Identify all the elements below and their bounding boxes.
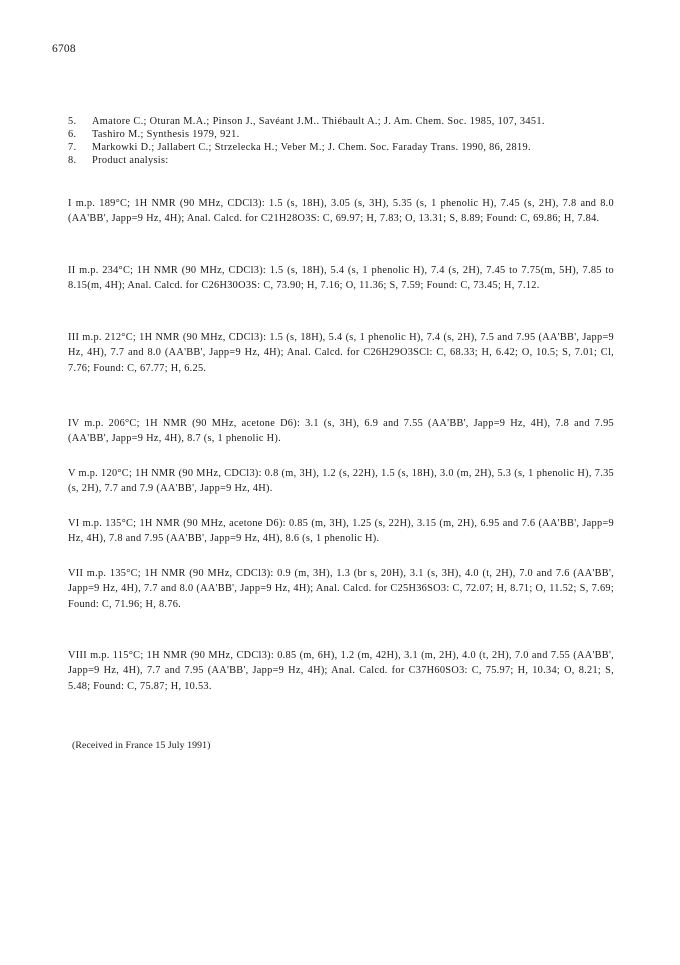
- product-analysis-v: V m.p. 120°C; 1H NMR (90 MHz, CDCl3): 0.8 (m, 3H), 1.2 (s, 22H), 1.5 (s, 18H), 3.0 (m, 2H), 5.3 (s, 1 phenolic H), 7.35 (s, 2H), 7.7 and 7.9 (AA'BB', Japp=9 Hz, 4H).: [68, 468, 614, 495]
- received-date: (Received in France 15 July 1991): [72, 740, 211, 751]
- reference-list: [68, 115, 608, 167]
- reference-item: [68, 154, 608, 167]
- reference-text: Product analysis:: [92, 155, 169, 166]
- reference-number: 7.: [68, 142, 77, 153]
- reference-number: 8.: [68, 155, 77, 166]
- product-analysis-i: I m.p. 189°C; 1H NMR (90 MHz, CDCl3): 1.5 (s, 18H), 3.05 (s, 3H), 5.35 (s, 1 phenolic H), 7.45 (s, 2H), 7.8 and 8.0 (AA'BB', Japp=9 Hz, 4H); Anal. Calcd. for C21H28O3S: C, 69.97; H, 7.83; O, 13.31; S, 8.89; Found: C, 69.86; H, 7.84.: [68, 198, 614, 225]
- reference-item: [68, 115, 608, 128]
- product-analysis-iv: IV m.p. 206°C; 1H NMR (90 MHz, acetone D6): 3.1 (s, 3H), 6.9 and 7.55 (AA'BB', Japp=9 Hz, 4H), 7.8 and 7.95 (AA'BB', Japp=9 Hz, 4H), 8.7 (s, 1 phenolic H).: [68, 418, 614, 445]
- product-analysis-vii: VII m.p. 135°C; 1H NMR (90 MHz, CDCl3): 0.9 (m, 3H), 1.3 (br s, 20H), 3.1 (s, 3H), 4.0 (t, 2H), 7.0 and 7.6 (AA'BB', Japp=9 Hz, 4H), 7.7 and 8.0 (AA'BB', Japp=9 Hz, 4H); Anal. Calcd. for C25H36SO3: C, 72.07; H, 8.71; O, 11.52; S, 7.69; Found: C, 71.96; H, 8.76.: [68, 568, 614, 610]
- reference-text: Tashiro M.; Synthesis 1979, 921.: [92, 129, 240, 140]
- reference-text: Markowki D.; Jallabert C.; Strzelecka H.; Veber M.; J. Chem. Soc. Faraday Trans. 1990, 86, 2819.: [92, 142, 531, 153]
- reference-number: 6.: [68, 129, 77, 140]
- product-analysis-viii: VIII m.p. 115°C; 1H NMR (90 MHz, CDCl3): 0.85 (m, 6H), 1.2 (m, 42H), 3.1 (m, 2H), 4.0 (t, 2H), 7.0 and 7.55 (AA'BB', Japp=9 Hz, 4H), 7.7 and 7.95 (AA'BB', Japp=9 Hz, 4H); Anal. Calcd. for C37H60SO3: C, 75.97; H, 10.34; O, 8.21; S, 5.48; Found: C, 75.87; H, 10.53.: [68, 650, 614, 692]
- reference-text: Amatore C.; Oturan M.A.; Pinson J., Savéant J.M.. Thiébault A.; J. Am. Chem. Soc. 1985, 107, 3451.: [92, 116, 545, 127]
- product-analysis-vi: VI m.p. 135°C; 1H NMR (90 MHz, acetone D6): 0.85 (m, 3H), 1.25 (s, 22H), 3.15 (m, 2H), 6.95 and 7.6 (AA'BB', Japp=9 Hz, 4H), 7.8 and 7.95 (AA'BB', Japp=9 Hz, 4H), 8.6 (s, 1 phenolic H).: [68, 518, 614, 545]
- page-number: 6708: [52, 43, 76, 55]
- reference-item: [68, 128, 608, 141]
- product-analysis-iii: III m.p. 212°C; 1H NMR (90 MHz, CDCl3): 1.5 (s, 18H), 5.4 (s, 1 phenolic H), 7.4 (s, 2H), 7.5 and 7.95 (AA'BB', Japp=9 Hz, 4H), 7.7 and 8.0 (AA'BB', Japp=9 Hz, 4H); Anal. Calcd. for C26H29O3SCl: C, 68.33; H, 6.42; O, 10.5; S, 7.01; Cl, 7.76; Found: C, 67.77; H, 6.25.: [68, 332, 614, 374]
- reference-item: [68, 141, 608, 154]
- product-analysis-ii: II m.p. 234°C; 1H NMR (90 MHz, CDCl3): 1.5 (s, 18H), 5.4 (s, 1 phenolic H), 7.4 (s, 2H), 7.45 to 7.75(m, 5H), 7.85 to 8.15(m, 4H); Anal. Calcd. for C26H30O3S: C, 73.90; H, 7.16; O, 11.36; S, 7.59; Found: C, 73.45; H, 7.12.: [68, 265, 614, 292]
- reference-number: 5.: [68, 116, 77, 127]
